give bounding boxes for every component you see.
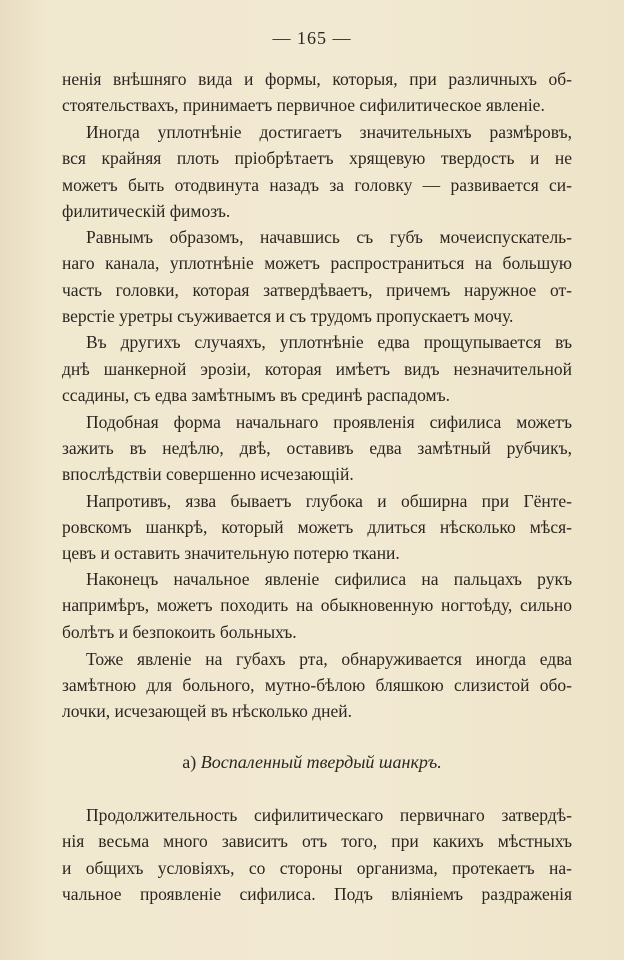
text-line: вся крайняя плоть пріобрѣтаетъ хрящевую твердость и не (62, 148, 572, 168)
text-line: цевъ и оставить значительную потерю ткани. (62, 543, 400, 563)
text-line: и общихъ условіяхъ, со стороны организма, протекаетъ на- (62, 858, 572, 878)
section-heading (0, 752, 624, 773)
paragraph-first-line: Иногда уплотнѣніе достигаетъ значительныхъ размѣровъ, (86, 122, 572, 142)
text-line: ссадины, съ едва замѣтнымъ въ срединѣ распадомъ. (62, 385, 451, 405)
paragraph-first-line: Продолжительность сифилитическаго первичнаго затвердѣ- (86, 805, 572, 825)
text-line: ненія внѣшняго вида и формы, которыя, при различныхъ об- (62, 69, 572, 89)
paragraph-first-line: Подобная форма начальнаго проявленія сифилиса можетъ (86, 412, 572, 432)
text-line: верстіе уретры съуживается и съ трудомъ пропускаетъ мочу. (62, 306, 514, 326)
text-line: наго канала, уплотнѣніе можетъ распространиться на большую (62, 253, 572, 273)
text-line: замѣтною для больного, мутно-бѣлою бляшкою слизистой обо- (62, 675, 572, 695)
paragraph-first-line: Тоже явленіе на губахъ рта, обнаруживается иногда едва (86, 649, 572, 669)
text-line: нія весьма много зависитъ отъ того, при какихъ мѣстныхъ (62, 831, 572, 851)
text-line: часть головки, которая затвердѣваетъ, причемъ наружное от- (62, 280, 572, 300)
text-line: лочки, исчезающей въ нѣсколько дней. (62, 701, 352, 721)
section-marker: а) (182, 752, 197, 772)
text-line: можетъ быть отодвинута назадъ за головку — развивается си- (62, 175, 572, 195)
text-line: чальное проявленіе сифилиса. Подъ вліяніемъ раздраженія (62, 884, 572, 904)
text-line: филитическій фимозъ. (62, 201, 231, 221)
page-number: — 165 — (272, 28, 352, 48)
paragraph-first-line: Наконецъ начальное явленіе сифилиса на пальцахъ рукъ (86, 569, 572, 589)
text-line: напримѣръ, можетъ походить на обыкновенную ногтоѣду, сильно (62, 595, 572, 615)
section-title: Воспаленный твердый шанкръ. (200, 752, 442, 772)
paragraph-first-line: Равнымъ образомъ, начавшись съ губъ мочеиспускатель- (86, 227, 572, 247)
text-line: впослѣдствіи совершенно исчезающій. (62, 464, 354, 484)
paragraph-first-line: Въ другихъ случаяхъ, уплотнѣніе едва прощупывается въ (86, 332, 572, 352)
text-line: ровскомъ шанкрѣ, который можетъ длиться нѣсколько мѣся- (62, 517, 572, 537)
paragraph-first-line: Напротивъ, язва бываетъ глубока и обширна при Гёнте- (86, 491, 572, 511)
text-line: стоятельствахъ, принимаетъ первичное сифилитическое явленіе. (62, 95, 545, 115)
text-line: днѣ шанкерной эрозіи, которая имѣетъ видъ незначительной (62, 359, 572, 379)
text-line: зажить въ недѣлю, двѣ, оставивъ едва замѣтный рубчикъ, (62, 438, 572, 458)
text-line: болѣтъ и безпокоить больныхъ. (62, 622, 297, 642)
